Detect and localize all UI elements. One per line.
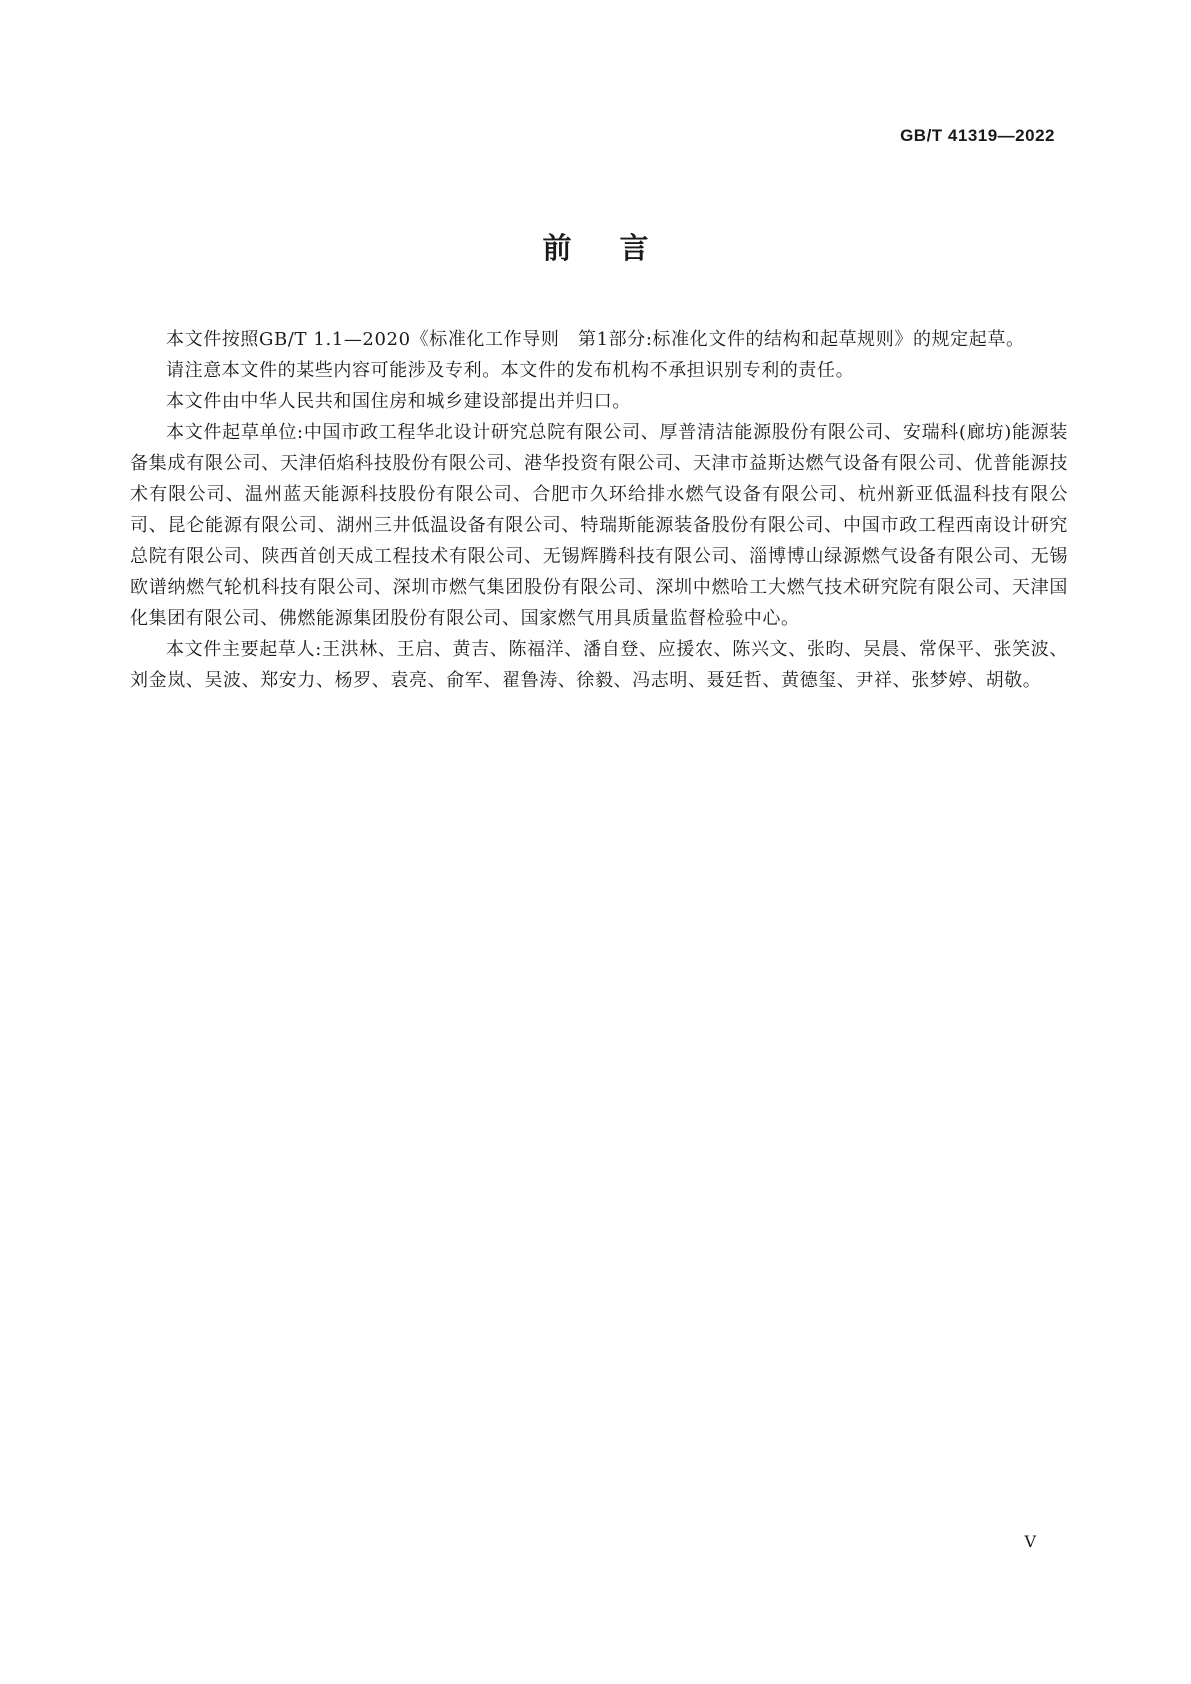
paragraph-drafting-basis: 本文件按照GB/T 1.1—2020《标准化工作导则 第1部分:标准化文件的结构和起草规则》的规定起草。 (166, 329, 1025, 350)
paragraph-drafting-units: 本文件起草单位:中国市政工程华北设计研究总院有限公司、厚普清洁能源股份有限公司、安瑞科(廊坊)能源装备集成有限公司、天津佰焰科技股份有限公司、港华投资有限公司、天津市益斯达燃气设备有限公司、优普能源技术有限公司、温州蓝天能源科技股份有限公司、合肥市久环给排水燃气设备有限公司、杭州新亚低温科技有限公司、昆仑能源有限公司、湖州三井低温设备有限公司、特瑞斯能源装备股份有限公司、中国市政工程西南设计研究总院有限公司、陕西首创天成工程技术有限公司、无锡辉腾科技有限公司、淄博博山绿源燃气设备有限公司、无锡欧谱纳燃气轮机科技有限公司、深圳市燃气集团股份有限公司、深圳中燃哈工大燃气技术研究院有限公司、天津国化集团有限公司、佛燃能源集团股份有限公司、国家燃气用具质量监督检验中心。 (130, 422, 1068, 629)
paragraph-patent-notice: 请注意本文件的某些内容可能涉及专利。本文件的发布机构不承担识别专利的责任。 (166, 360, 855, 381)
standard-number: GB/T 41319—2022 (900, 126, 1055, 145)
page-number: V (1024, 1532, 1036, 1551)
paragraph-drafters: 本文件主要起草人:王洪林、王启、黄吉、陈福洋、潘自登、应援农、陈兴文、张昀、吴晨、常保平、张笑波、刘金岚、吴波、郑安力、杨罗、袁亮、俞军、翟鲁涛、徐毅、冯志明、聂廷哲、黄德玺、尹祥、张梦婷、胡敬。 (130, 639, 1068, 691)
paragraph-proposer: 本文件由中华人民共和国住房和城乡建设部提出并归口。 (166, 391, 631, 412)
foreword-body (130, 324, 1068, 696)
page-title: 前言 (542, 231, 697, 265)
